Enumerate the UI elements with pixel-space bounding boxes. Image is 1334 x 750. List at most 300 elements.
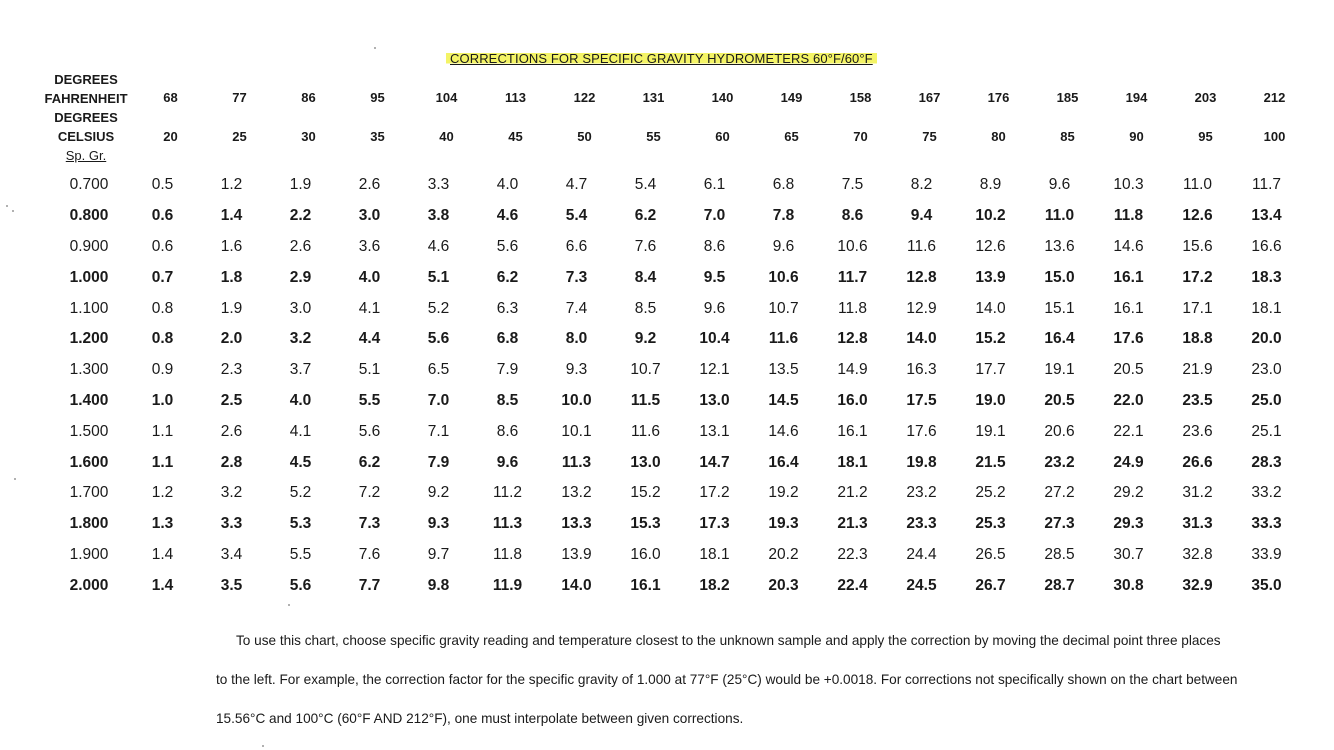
correction-cell: 11.8	[837, 299, 868, 317]
correction-cell: 20.2	[768, 545, 799, 563]
correction-cell: 6.6	[565, 237, 588, 255]
correction-cell: 1.1	[151, 453, 174, 471]
fahrenheit-label-line1: DEGREES	[54, 72, 118, 87]
correction-cell: 15.1	[1044, 299, 1075, 317]
correction-cell: 5.5	[289, 545, 312, 563]
correction-cell: 14.7	[699, 453, 730, 471]
correction-cell: 23.5	[1182, 391, 1213, 409]
celsius-header-cell-80: 80	[991, 129, 1006, 144]
correction-cell: 33.3	[1251, 515, 1282, 533]
correction-cell: 9.6	[772, 237, 795, 255]
correction-cell: 5.5	[358, 391, 381, 409]
fahrenheit-header-cell-176: 176	[987, 90, 1010, 105]
correction-cell: 28.5	[1044, 545, 1075, 563]
correction-cell: 10.3	[1113, 176, 1144, 194]
fahrenheit-header-cell-158: 158	[849, 90, 872, 105]
correction-cell: 30.8	[1113, 576, 1144, 594]
correction-cell: 28.3	[1251, 453, 1282, 471]
correction-cell: 11.6	[768, 330, 799, 348]
correction-cell: 1.1	[151, 422, 174, 440]
fahrenheit-label-line2: FAHRENHEIT	[44, 91, 128, 106]
correction-cell: 11.3	[561, 453, 592, 471]
correction-cell: 5.4	[634, 176, 657, 194]
correction-cell: 10.6	[837, 237, 868, 255]
correction-cell: 7.2	[358, 484, 381, 502]
correction-cell: 10.1	[561, 422, 592, 440]
correction-cell: 33.9	[1251, 545, 1282, 563]
correction-cell: 10.2	[975, 207, 1006, 225]
correction-cell: 9.2	[634, 330, 657, 348]
correction-cell: 1.4	[220, 207, 243, 225]
correction-cell: 27.3	[1044, 515, 1075, 533]
specific-gravity-cell: 1.100	[69, 299, 109, 317]
correction-cell: 20.0	[1251, 330, 1282, 348]
correction-cell: 8.4	[634, 268, 657, 286]
specific-gravity-cell: 1.700	[69, 484, 109, 502]
specific-gravity-cell: 0.900	[69, 237, 109, 255]
celsius-header-cell-25: 25	[232, 129, 247, 144]
correction-cell: 12.9	[906, 299, 937, 317]
correction-cell: 16.1	[837, 422, 868, 440]
table-row	[50, 570, 1320, 601]
correction-cell: 18.2	[699, 576, 730, 594]
correction-cell: 3.7	[289, 361, 312, 379]
correction-cell: 13.1	[699, 422, 730, 440]
correction-cell: 5.1	[427, 268, 450, 286]
note-line-3: 15.56°C and 100°C (60°F AND 212°F), one must interpolate between given corrections.	[216, 711, 744, 726]
correction-cell: 4.1	[358, 299, 381, 317]
correction-cell: 16.6	[1251, 237, 1282, 255]
celsius-header-cell-55: 55	[646, 129, 661, 144]
correction-cell: 10.0	[561, 391, 592, 409]
correction-cell: 5.6	[427, 330, 450, 348]
correction-cell: 1.0	[151, 391, 174, 409]
celsius-header-cell-50: 50	[577, 129, 592, 144]
table-row	[50, 478, 1320, 509]
correction-cell: 18.3	[1251, 268, 1282, 286]
correction-cell: 23.0	[1251, 361, 1282, 379]
correction-cell: 2.6	[358, 176, 381, 194]
correction-cell: 32.9	[1182, 576, 1213, 594]
specific-gravity-cell: 1.400	[69, 391, 109, 409]
specific-gravity-cell: 1.500	[69, 422, 109, 440]
correction-cell: 4.1	[289, 422, 312, 440]
specific-gravity-label: Sp. Gr.	[65, 148, 107, 163]
fahrenheit-header-cell-113: 113	[505, 90, 526, 105]
correction-cell: 7.0	[703, 207, 726, 225]
correction-cell: 1.9	[289, 176, 312, 194]
correction-cell: 7.9	[427, 453, 450, 471]
correction-cell: 1.9	[220, 299, 243, 317]
correction-cell: 10.4	[699, 330, 730, 348]
correction-cell: 3.0	[358, 207, 381, 225]
correction-cell: 17.3	[699, 515, 730, 533]
correction-cell: 25.2	[975, 484, 1006, 502]
correction-cell: 2.0	[220, 330, 243, 348]
correction-cell: 3.5	[220, 576, 243, 594]
specific-gravity-cell: 0.700	[69, 176, 109, 194]
fahrenheit-header-cell-212: 212	[1263, 90, 1286, 105]
fahrenheit-header-row	[136, 90, 1309, 105]
correction-cell: 6.5	[427, 361, 450, 379]
correction-cell: 25.0	[1251, 391, 1282, 409]
correction-cell: 2.5	[220, 391, 243, 409]
correction-cell: 8.6	[703, 237, 726, 255]
correction-cell: 0.6	[151, 207, 174, 225]
correction-cell: 15.2	[630, 484, 661, 502]
correction-cell: 4.6	[496, 207, 519, 225]
correction-cell: 14.6	[1113, 237, 1144, 255]
correction-cell: 13.0	[699, 391, 730, 409]
correction-cell: 15.3	[630, 515, 661, 533]
correction-cell: 9.6	[1048, 176, 1071, 194]
correction-cell: 20.5	[1113, 361, 1144, 379]
correction-cell: 6.2	[358, 453, 381, 471]
correction-cell: 8.6	[841, 207, 864, 225]
fahrenheit-header-cell-194: 194	[1125, 90, 1148, 105]
fahrenheit-header-cell-140: 140	[711, 90, 734, 105]
correction-cell: 6.1	[703, 176, 726, 194]
correction-cell: 14.0	[906, 330, 937, 348]
correction-cell: 3.2	[220, 484, 243, 502]
correction-cell: 6.8	[772, 176, 795, 194]
correction-cell: 8.0	[565, 330, 588, 348]
correction-cell: 5.3	[289, 515, 312, 533]
table-row	[50, 509, 1320, 540]
correction-cell: 28.7	[1044, 576, 1075, 594]
correction-cell: 4.5	[289, 453, 312, 471]
correction-cell: 17.2	[1182, 268, 1213, 286]
correction-cell: 12.8	[906, 268, 937, 286]
correction-cell: 13.5	[768, 361, 799, 379]
correction-cell: 11.6	[906, 237, 937, 255]
correction-cell: 10.7	[768, 299, 799, 317]
correction-cell: 3.0	[289, 299, 312, 317]
correction-cell: 22.4	[837, 576, 868, 594]
correction-cell: 21.2	[837, 484, 868, 502]
correction-cell: 23.2	[906, 484, 937, 502]
correction-cell: 24.4	[906, 545, 937, 563]
correction-cell: 17.6	[1113, 330, 1144, 348]
celsius-header-cell-40: 40	[439, 129, 454, 144]
correction-cell: 11.9	[492, 576, 523, 594]
note-line-2: to the left. For example, the correction factor for the specific gravity of 1.000 at 77°F (25°C) would be +0.0018. For corrections not specifically shown on the chart between	[216, 672, 1238, 687]
correction-cell: 11.7	[837, 268, 868, 286]
correction-cell: 11.8	[1113, 207, 1144, 225]
table-row	[50, 324, 1320, 355]
correction-cell: 9.8	[427, 576, 450, 594]
fahrenheit-header-cell-77: 77	[232, 90, 247, 105]
correction-cell: 19.1	[975, 422, 1006, 440]
correction-cell: 19.0	[975, 391, 1006, 409]
specific-gravity-cell: 1.900	[69, 545, 109, 563]
table-row	[50, 170, 1320, 201]
correction-cell: 8.9	[979, 176, 1002, 194]
correction-cell: 7.3	[565, 268, 588, 286]
fahrenheit-header-cell-122: 122	[573, 90, 596, 105]
celsius-header-cell-45: 45	[508, 129, 523, 144]
correction-cell: 2.6	[220, 422, 243, 440]
correction-cell: 4.0	[496, 176, 519, 194]
correction-cell: 0.6	[151, 237, 174, 255]
correction-cell: 5.6	[496, 237, 519, 255]
correction-cell: 7.7	[358, 576, 381, 594]
title-text: CORRECTIONS FOR SPECIFIC GRAVITY HYDROMETERS 60°F/60°F	[446, 51, 877, 66]
correction-cell: 0.7	[151, 268, 174, 286]
correction-cell: 1.4	[151, 576, 174, 594]
correction-cell: 23.2	[1044, 453, 1075, 471]
correction-cell: 19.1	[1044, 361, 1075, 379]
celsius-header-cell-70: 70	[853, 129, 868, 144]
correction-cell: 26.5	[975, 545, 1006, 563]
correction-cell: 14.5	[768, 391, 799, 409]
scan-speck	[12, 210, 14, 212]
table-row	[50, 201, 1320, 232]
celsius-header-cell-90: 90	[1129, 129, 1144, 144]
celsius-header-cell-85: 85	[1060, 129, 1075, 144]
correction-cell: 1.2	[220, 176, 243, 194]
specific-gravity-cell: 0.800	[69, 207, 109, 225]
correction-cell: 23.3	[906, 515, 937, 533]
correction-cell: 16.4	[768, 453, 799, 471]
correction-cell: 5.4	[565, 207, 588, 225]
celsius-header-cell-20: 20	[163, 129, 178, 144]
correction-cell: 3.3	[220, 515, 243, 533]
correction-cell: 2.8	[220, 453, 243, 471]
correction-cell: 12.6	[1182, 207, 1213, 225]
correction-cell: 9.7	[427, 545, 450, 563]
correction-cell: 35.0	[1251, 576, 1282, 594]
correction-cell: 0.8	[151, 330, 174, 348]
correction-cell: 2.3	[220, 361, 243, 379]
correction-cell: 24.5	[906, 576, 937, 594]
scan-speck	[6, 205, 8, 207]
correction-cell: 9.5	[703, 268, 726, 286]
correction-cell: 19.8	[906, 453, 937, 471]
correction-cell: 15.0	[1044, 268, 1075, 286]
correction-cell: 16.0	[630, 545, 661, 563]
corrections-table	[50, 170, 1320, 601]
correction-cell: 9.3	[565, 361, 588, 379]
correction-cell: 16.1	[630, 576, 661, 594]
correction-cell: 5.6	[289, 576, 312, 594]
correction-cell: 5.1	[358, 361, 381, 379]
correction-cell: 14.9	[837, 361, 868, 379]
celsius-label-line2: CELSIUS	[57, 129, 115, 144]
correction-cell: 9.4	[910, 207, 933, 225]
scan-speck	[288, 604, 290, 606]
correction-cell: 21.5	[975, 453, 1006, 471]
correction-cell: 19.3	[768, 515, 799, 533]
fahrenheit-header-cell-203: 203	[1194, 90, 1217, 105]
correction-cell: 18.8	[1182, 330, 1213, 348]
table-row	[50, 386, 1320, 417]
correction-cell: 13.4	[1251, 207, 1282, 225]
correction-cell: 16.4	[1044, 330, 1075, 348]
fahrenheit-header-cell-149: 149	[780, 90, 803, 105]
correction-cell: 23.6	[1182, 422, 1213, 440]
celsius-label-line1: DEGREES	[54, 110, 118, 125]
correction-cell: 11.0	[1182, 176, 1213, 194]
correction-cell: 21.9	[1182, 361, 1213, 379]
correction-cell: 13.9	[975, 268, 1006, 286]
correction-cell: 29.3	[1113, 515, 1144, 533]
fahrenheit-header-cell-131: 131	[642, 90, 665, 105]
correction-cell: 32.8	[1182, 545, 1213, 563]
correction-cell: 4.6	[427, 237, 450, 255]
table-row	[50, 540, 1320, 571]
correction-cell: 12.1	[699, 361, 730, 379]
celsius-header-cell-35: 35	[370, 129, 385, 144]
correction-cell: 7.8	[772, 207, 795, 225]
document-title	[446, 51, 877, 66]
specific-gravity-cell: 1.600	[69, 453, 109, 471]
correction-cell: 15.6	[1182, 237, 1213, 255]
celsius-header-cell-65: 65	[784, 129, 799, 144]
correction-cell: 10.6	[768, 268, 799, 286]
correction-cell: 10.7	[630, 361, 661, 379]
correction-cell: 33.2	[1251, 484, 1282, 502]
correction-cell: 17.7	[975, 361, 1006, 379]
correction-cell: 22.0	[1113, 391, 1144, 409]
correction-cell: 26.6	[1182, 453, 1213, 471]
correction-cell: 14.6	[768, 422, 799, 440]
note-line-1: To use this chart, choose specific gravity reading and temperature closest to the unknown sample and apply the correction by moving the decimal point three places	[236, 633, 1221, 648]
celsius-header-cell-95: 95	[1198, 129, 1213, 144]
correction-cell: 3.2	[289, 330, 312, 348]
correction-cell: 11.2	[492, 484, 523, 502]
correction-cell: 11.0	[1044, 207, 1075, 225]
specific-gravity-cell: 1.300	[69, 361, 109, 379]
correction-cell: 29.2	[1113, 484, 1144, 502]
correction-cell: 24.9	[1113, 453, 1144, 471]
correction-cell: 7.0	[427, 391, 450, 409]
correction-cell: 0.8	[151, 299, 174, 317]
correction-cell: 5.2	[289, 484, 312, 502]
correction-cell: 4.0	[358, 268, 381, 286]
correction-cell: 6.8	[496, 330, 519, 348]
correction-cell: 1.6	[220, 237, 243, 255]
correction-cell: 3.8	[427, 207, 450, 225]
correction-cell: 16.3	[906, 361, 937, 379]
specific-gravity-cell: 1.800	[69, 515, 109, 533]
correction-cell: 11.8	[492, 545, 523, 563]
correction-cell: 14.0	[561, 576, 592, 594]
correction-cell: 1.2	[151, 484, 174, 502]
correction-cell: 25.3	[975, 515, 1006, 533]
specific-gravity-cell: 1.200	[69, 330, 109, 348]
correction-cell: 8.2	[910, 176, 933, 194]
correction-cell: 7.6	[358, 545, 381, 563]
celsius-header-cell-60: 60	[715, 129, 730, 144]
table-row	[50, 232, 1320, 263]
correction-cell: 22.3	[837, 545, 868, 563]
correction-cell: 27.2	[1044, 484, 1075, 502]
correction-cell: 17.1	[1182, 299, 1213, 317]
correction-cell: 5.2	[427, 299, 450, 317]
correction-cell: 17.6	[906, 422, 937, 440]
correction-cell: 6.2	[634, 207, 657, 225]
correction-cell: 9.6	[703, 299, 726, 317]
correction-cell: 11.6	[630, 422, 661, 440]
correction-cell: 13.6	[1044, 237, 1075, 255]
celsius-header-cell-30: 30	[301, 129, 316, 144]
fahrenheit-header-cell-167: 167	[918, 90, 941, 105]
correction-cell: 1.8	[220, 268, 243, 286]
correction-cell: 4.4	[358, 330, 381, 348]
celsius-header-row	[136, 129, 1309, 144]
table-row	[50, 293, 1320, 324]
correction-cell: 11.3	[492, 515, 523, 533]
scan-speck	[14, 478, 16, 480]
correction-cell: 9.6	[496, 453, 519, 471]
correction-cell: 3.4	[220, 545, 243, 563]
celsius-header-cell-100: 100	[1263, 129, 1286, 144]
fahrenheit-header-cell-104: 104	[435, 90, 458, 105]
correction-cell: 20.6	[1044, 422, 1075, 440]
correction-cell: 9.3	[427, 515, 450, 533]
correction-cell: 31.2	[1182, 484, 1213, 502]
correction-cell: 7.1	[427, 422, 450, 440]
correction-cell: 8.5	[496, 391, 519, 409]
correction-cell: 2.2	[289, 207, 312, 225]
correction-cell: 11.5	[630, 391, 661, 409]
fahrenheit-header-cell-68: 68	[163, 90, 178, 105]
correction-cell: 4.0	[289, 391, 312, 409]
correction-cell: 20.3	[768, 576, 799, 594]
correction-cell: 17.5	[906, 391, 937, 409]
correction-cell: 3.3	[427, 176, 450, 194]
correction-cell: 21.3	[837, 515, 868, 533]
correction-cell: 25.1	[1251, 422, 1282, 440]
correction-cell: 18.1	[837, 453, 868, 471]
correction-cell: 13.0	[630, 453, 661, 471]
fahrenheit-header-cell-95: 95	[370, 90, 385, 105]
correction-cell: 7.3	[358, 515, 381, 533]
correction-cell: 0.5	[151, 176, 174, 194]
correction-cell: 18.1	[1251, 299, 1282, 317]
table-row	[50, 447, 1320, 478]
correction-cell: 14.0	[975, 299, 1006, 317]
correction-cell: 12.6	[975, 237, 1006, 255]
correction-cell: 8.6	[496, 422, 519, 440]
correction-cell: 9.2	[427, 484, 450, 502]
correction-cell: 22.1	[1113, 422, 1144, 440]
correction-cell: 2.9	[289, 268, 312, 286]
correction-cell: 13.3	[561, 515, 592, 533]
correction-cell: 11.7	[1251, 176, 1282, 194]
correction-cell: 7.9	[496, 361, 519, 379]
table-row	[50, 355, 1320, 386]
correction-cell: 6.3	[496, 299, 519, 317]
fahrenheit-header-cell-86: 86	[301, 90, 316, 105]
correction-cell: 6.2	[496, 268, 519, 286]
specific-gravity-cell: 2.000	[69, 576, 109, 594]
correction-cell: 7.6	[634, 237, 657, 255]
fahrenheit-header-cell-185: 185	[1056, 90, 1079, 105]
correction-cell: 19.2	[768, 484, 799, 502]
correction-cell: 16.1	[1113, 299, 1144, 317]
correction-cell: 0.9	[151, 361, 174, 379]
correction-cell: 1.4	[151, 545, 174, 563]
correction-cell: 31.3	[1182, 515, 1213, 533]
correction-cell: 18.1	[699, 545, 730, 563]
correction-cell: 12.8	[837, 330, 868, 348]
correction-cell: 20.5	[1044, 391, 1075, 409]
celsius-header-cell-75: 75	[922, 129, 937, 144]
scan-speck	[374, 47, 376, 49]
correction-cell: 2.6	[289, 237, 312, 255]
